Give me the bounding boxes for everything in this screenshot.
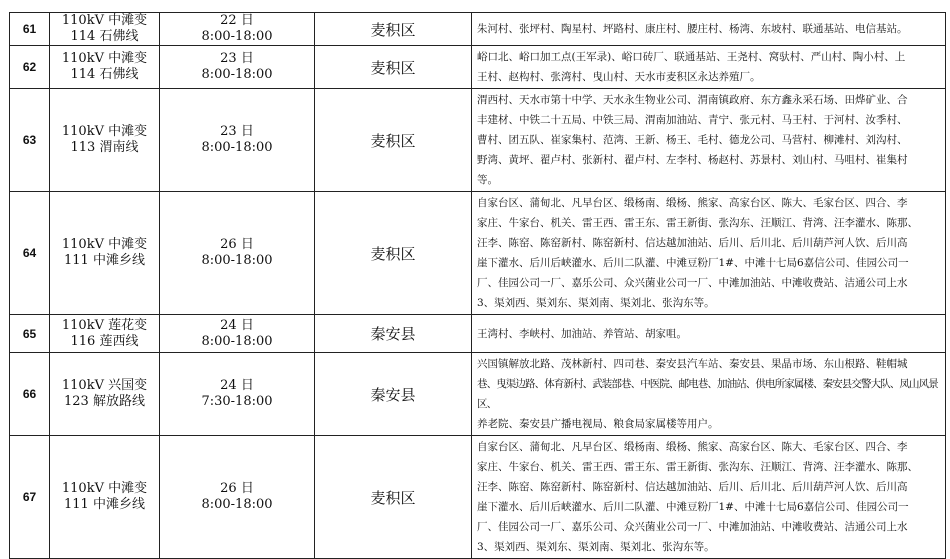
outage-hours: 8:00-18:00: [201, 253, 273, 268]
feeder-line-cell: [50, 192, 160, 315]
affected-area-cell: 朱河村、张坪村、陶星村、坪路村、康庄村、腰庄村、杨湾、东坡村、联通基站、电信基站。: [472, 13, 946, 46]
row-number: 67: [10, 436, 50, 559]
feeder-line-cell: [50, 13, 160, 46]
feeder-line-cell: [50, 89, 160, 192]
affected-area-cell: 自家台区、蒲甸北、凡早台区、缎杨南、缎杨、熊家、高家台区、陈大、毛家台区、四合、李 家庄、牛家台、机关、雷王西、雷王东、雷王新街、张沟东、汪顺江、背湾、汪李灌水、陈那、 汪李、陈窑、陈窑新村、陈窑新村、信达越加油站、后川、后川北、后川葫芦河人饮、后川高 崖下灌水、后川后峡灌水、后川二队灌、中滩豆粉厂1#、中滩十七局6嘉信公司、佳园公司一 厂、佳园公司一厂、嘉乐公司、众兴菌业公司一厂、中滩加油站、中滩收费站、洁通公司上水 3、渠刘西、渠刘东、渠刘南、渠刘北、张沟东等。: [472, 436, 946, 559]
line-name: 114 石佛线: [70, 29, 139, 44]
outage-date: 26 日: [220, 481, 254, 496]
table-row: [10, 13, 946, 46]
outage-hours: 8:00-18:00: [201, 333, 273, 349]
substation-name: 110kV 中滩变: [61, 124, 148, 139]
district-cell: 秦安县: [315, 315, 472, 353]
table-row: [10, 353, 946, 436]
outage-time-cell: [160, 46, 315, 89]
affected-area-cell: 王湾村、李峡村、加油站、养管站、胡家咀。: [472, 315, 946, 353]
table-row: [10, 315, 946, 353]
outage-time-cell: [160, 89, 315, 192]
outage-date: 24 日: [220, 317, 254, 333]
line-name: 111 中滩乡线: [64, 497, 145, 512]
table-row: [10, 436, 946, 559]
substation-name: 110kV 中滩变: [61, 51, 148, 66]
outage-time-cell: [160, 315, 315, 353]
row-number: 61: [10, 13, 50, 46]
line-name: 114 石佛线: [70, 67, 139, 82]
line-name: 111 中滩乡线: [64, 253, 145, 268]
row-number: 65: [10, 315, 50, 353]
power-outage-table: [9, 12, 946, 559]
outage-time-cell: [160, 436, 315, 559]
outage-hours: 8:00-18:00: [201, 140, 273, 155]
district-cell: 麦积区: [315, 436, 472, 559]
affected-area-cell: 峪口北、峪口加工点(王军录)、峪口砖厂、联通基站、王尧村、窝驮村、严山村、陶小村、上 王村、赵构村、张湾村、曳山村、天水市麦积区永达养殖厂。: [472, 46, 946, 89]
district-cell: 秦安县: [315, 353, 472, 436]
outage-hours: 8:00-18:00: [201, 497, 273, 512]
district-cell: 麦积区: [315, 13, 472, 46]
substation-name: 110kV 兴国变: [61, 378, 148, 393]
outage-time-cell: [160, 353, 315, 436]
table-row: [10, 192, 946, 315]
feeder-line-cell: [50, 315, 160, 353]
district-cell: 麦积区: [315, 192, 472, 315]
affected-area-cell: 兴国镇解放北路、茂林新村、四司巷、秦安县汽车站、秦安县、果晶市场、东山根路、鞋帽城 巷、曳渠边路、体育新村、武装部巷、中医院、邮电巷、加油站、供电所家属楼、秦安县交警大队、凤山风景区、 养老院、秦安县广播电视局、粮食局家属楼等用户。: [472, 353, 946, 436]
outage-date: 23 日: [220, 124, 254, 139]
feeder-line-cell: [50, 353, 160, 436]
row-number: 63: [10, 89, 50, 192]
table-row: [10, 89, 946, 192]
affected-area-cell: 自家台区、蒲甸北、凡早台区、缎杨南、缎杨、熊家、高家台区、陈大、毛家台区、四合、李 家庄、牛家台、机关、雷王西、雷王东、雷王新街、张沟东、汪顺江、背湾、汪李灌水、陈那、 汪李、陈窑、陈窑新村、陈窑新村、信达越加油站、后川、后川北、后川葫芦河人饮、后川高 崖下灌水、后川后峡灌水、后川二队灌、中滩豆粉厂1#、中滩十七局6嘉信公司、佳园公司一 厂、佳园公司一厂、嘉乐公司、众兴菌业公司一厂、中滩加油站、中滩收费站、洁通公司上水 3、渠刘西、渠刘东、渠刘南、渠刘北、张沟东等。: [472, 192, 946, 315]
feeder-line-cell: [50, 46, 160, 89]
substation-name: 110kV 莲花变: [61, 317, 148, 333]
outage-date: 24 日: [220, 378, 254, 393]
table-row: [10, 46, 946, 89]
outage-time-cell: [160, 192, 315, 315]
feeder-line-cell: [50, 436, 160, 559]
outage-date: 26 日: [220, 237, 254, 252]
district-cell: 麦积区: [315, 89, 472, 192]
outage-time-cell: [160, 13, 315, 46]
outage-hours: 7:30-18:00: [201, 394, 273, 409]
line-name: 123 解放路线: [64, 394, 145, 409]
affected-area-cell: 渭西村、天水市第十中学、天水永生物业公司、渭南镇政府、东方鑫永采石场、田烨矿业、合 丰建材、中铁二十五局、中铁三局、渭南加油站、青宁、张元村、马王村、于河村、汝季村、 曹村、团五队、崔家集村、范湾、王新、杨王、毛村、德龙公司、马营村、柳滩村、刘沟村、 野湾、黄坪、翟卢村、张新村、翟卢村、左李村、杨赵村、苏景村、刘山村、马咀村、崔集村 等。: [472, 89, 946, 192]
row-number: 66: [10, 353, 50, 436]
district-cell: 麦积区: [315, 46, 472, 89]
row-number: 64: [10, 192, 50, 315]
substation-name: 110kV 中滩变: [61, 13, 148, 28]
outage-date: 22 日: [220, 13, 254, 28]
row-number: 62: [10, 46, 50, 89]
substation-name: 110kV 中滩变: [61, 237, 148, 252]
outage-hours: 8:00-18:00: [201, 67, 273, 82]
line-name: 116 莲西线: [70, 333, 139, 349]
substation-name: 110kV 中滩变: [61, 481, 148, 496]
line-name: 113 渭南线: [70, 140, 139, 155]
outage-date: 23 日: [220, 51, 254, 66]
outage-hours: 8:00-18:00: [201, 29, 273, 44]
